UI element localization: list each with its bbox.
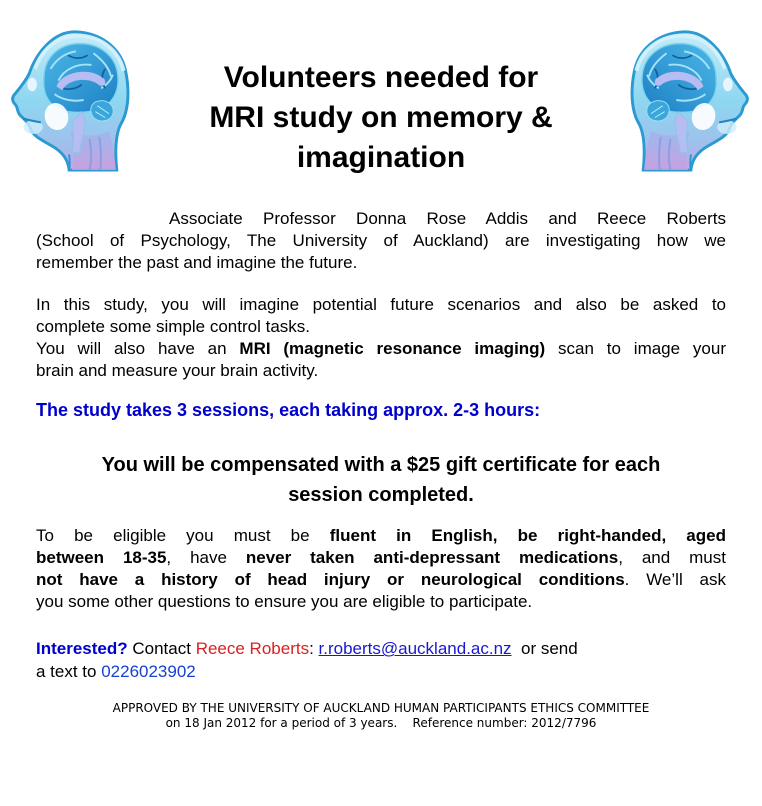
body-line: remember the past and imagine the future. [36, 253, 358, 273]
footer-line-1: APPROVED BY THE UNIVERSITY OF AUCKLAND HUMAN PARTICIPANTS ETHICS COMMITTEE [112, 701, 650, 716]
body-line: In this study, you will imagine potential future scenarios and also be asked to [36, 295, 726, 315]
mri-brain-icon [0, 26, 146, 172]
text-segment: You will also have an [36, 339, 240, 359]
mri-bold-text: MRI (magnetic resonance imaging) [239, 339, 546, 359]
footer-line-2: on 18 Jan 2012 for a period of 3 years. Reference number: 2012/7796 [165, 716, 597, 731]
body-line: (School of Psychology, The University of Auckland) are investigating how we [36, 231, 726, 251]
paragraph-study-description [36, 294, 726, 382]
body-line: brain and measure your brain activity. [36, 361, 319, 381]
title-line-1: Volunteers needed for [223, 61, 539, 95]
compensation-heading [36, 450, 726, 510]
eligibility-bold-text: fluent in English, be right-handed, aged [329, 526, 726, 546]
body-line: complete some simple control tasks. [36, 317, 310, 337]
eligibility-bold-text: not have a history of head injury or neurological conditions [36, 570, 625, 590]
text-segment: a text to [36, 662, 102, 682]
text-segment: scan to image your [545, 339, 726, 359]
eligibility-bold-text: never taken anti-depressant medications [245, 548, 619, 568]
contact-section [36, 637, 726, 683]
paragraph-investigators [36, 208, 726, 274]
brain-mri-left-image [0, 26, 148, 172]
body-line [36, 338, 726, 360]
interested-label: Interested? [36, 639, 128, 659]
title-line-3: imagination [296, 141, 466, 175]
eligibility-paragraph [36, 525, 726, 613]
flyer-body [36, 208, 726, 731]
text-segment: : [309, 639, 319, 659]
body-line [36, 525, 726, 547]
eligibility-bold-text: between 18-35 [36, 548, 167, 568]
contact-line-1 [36, 637, 726, 660]
brain-mri-right-image [614, 26, 762, 172]
body-line [36, 569, 726, 591]
ethics-approval-footer [36, 701, 726, 731]
text-segment: , and must [618, 548, 726, 568]
body-line: you some other questions to ensure you are eligible to participate. [36, 592, 533, 612]
text-segment: or send [511, 639, 578, 659]
text-segment: , have [166, 548, 246, 568]
mri-brain-icon [614, 26, 760, 172]
body-line [36, 547, 726, 569]
contact-name: Reece Roberts [195, 639, 310, 659]
compensation-line-1: You will be compensated with a $25 gift certificate for each [101, 454, 661, 477]
text-segment: Contact [127, 639, 196, 659]
text-segment: . We’ll ask [624, 570, 726, 590]
body-line: Associate Professor Donna Rose Addis and Reece Roberts [169, 209, 726, 229]
compensation-line-2: session completed. [288, 484, 474, 507]
text-segment: To be eligible you must be [36, 526, 330, 546]
phone-link[interactable]: 0226023902 [101, 662, 196, 682]
flyer-title [148, 46, 614, 178]
sessions-heading: The study takes 3 sessions, each taking approx. 2-3 hours: [36, 400, 541, 421]
title-line-2: MRI study on memory & [209, 101, 553, 135]
contact-line-2 [36, 660, 726, 683]
flyer-header [0, 0, 762, 198]
email-link[interactable]: r.roberts@auckland.ac.nz [318, 639, 512, 659]
